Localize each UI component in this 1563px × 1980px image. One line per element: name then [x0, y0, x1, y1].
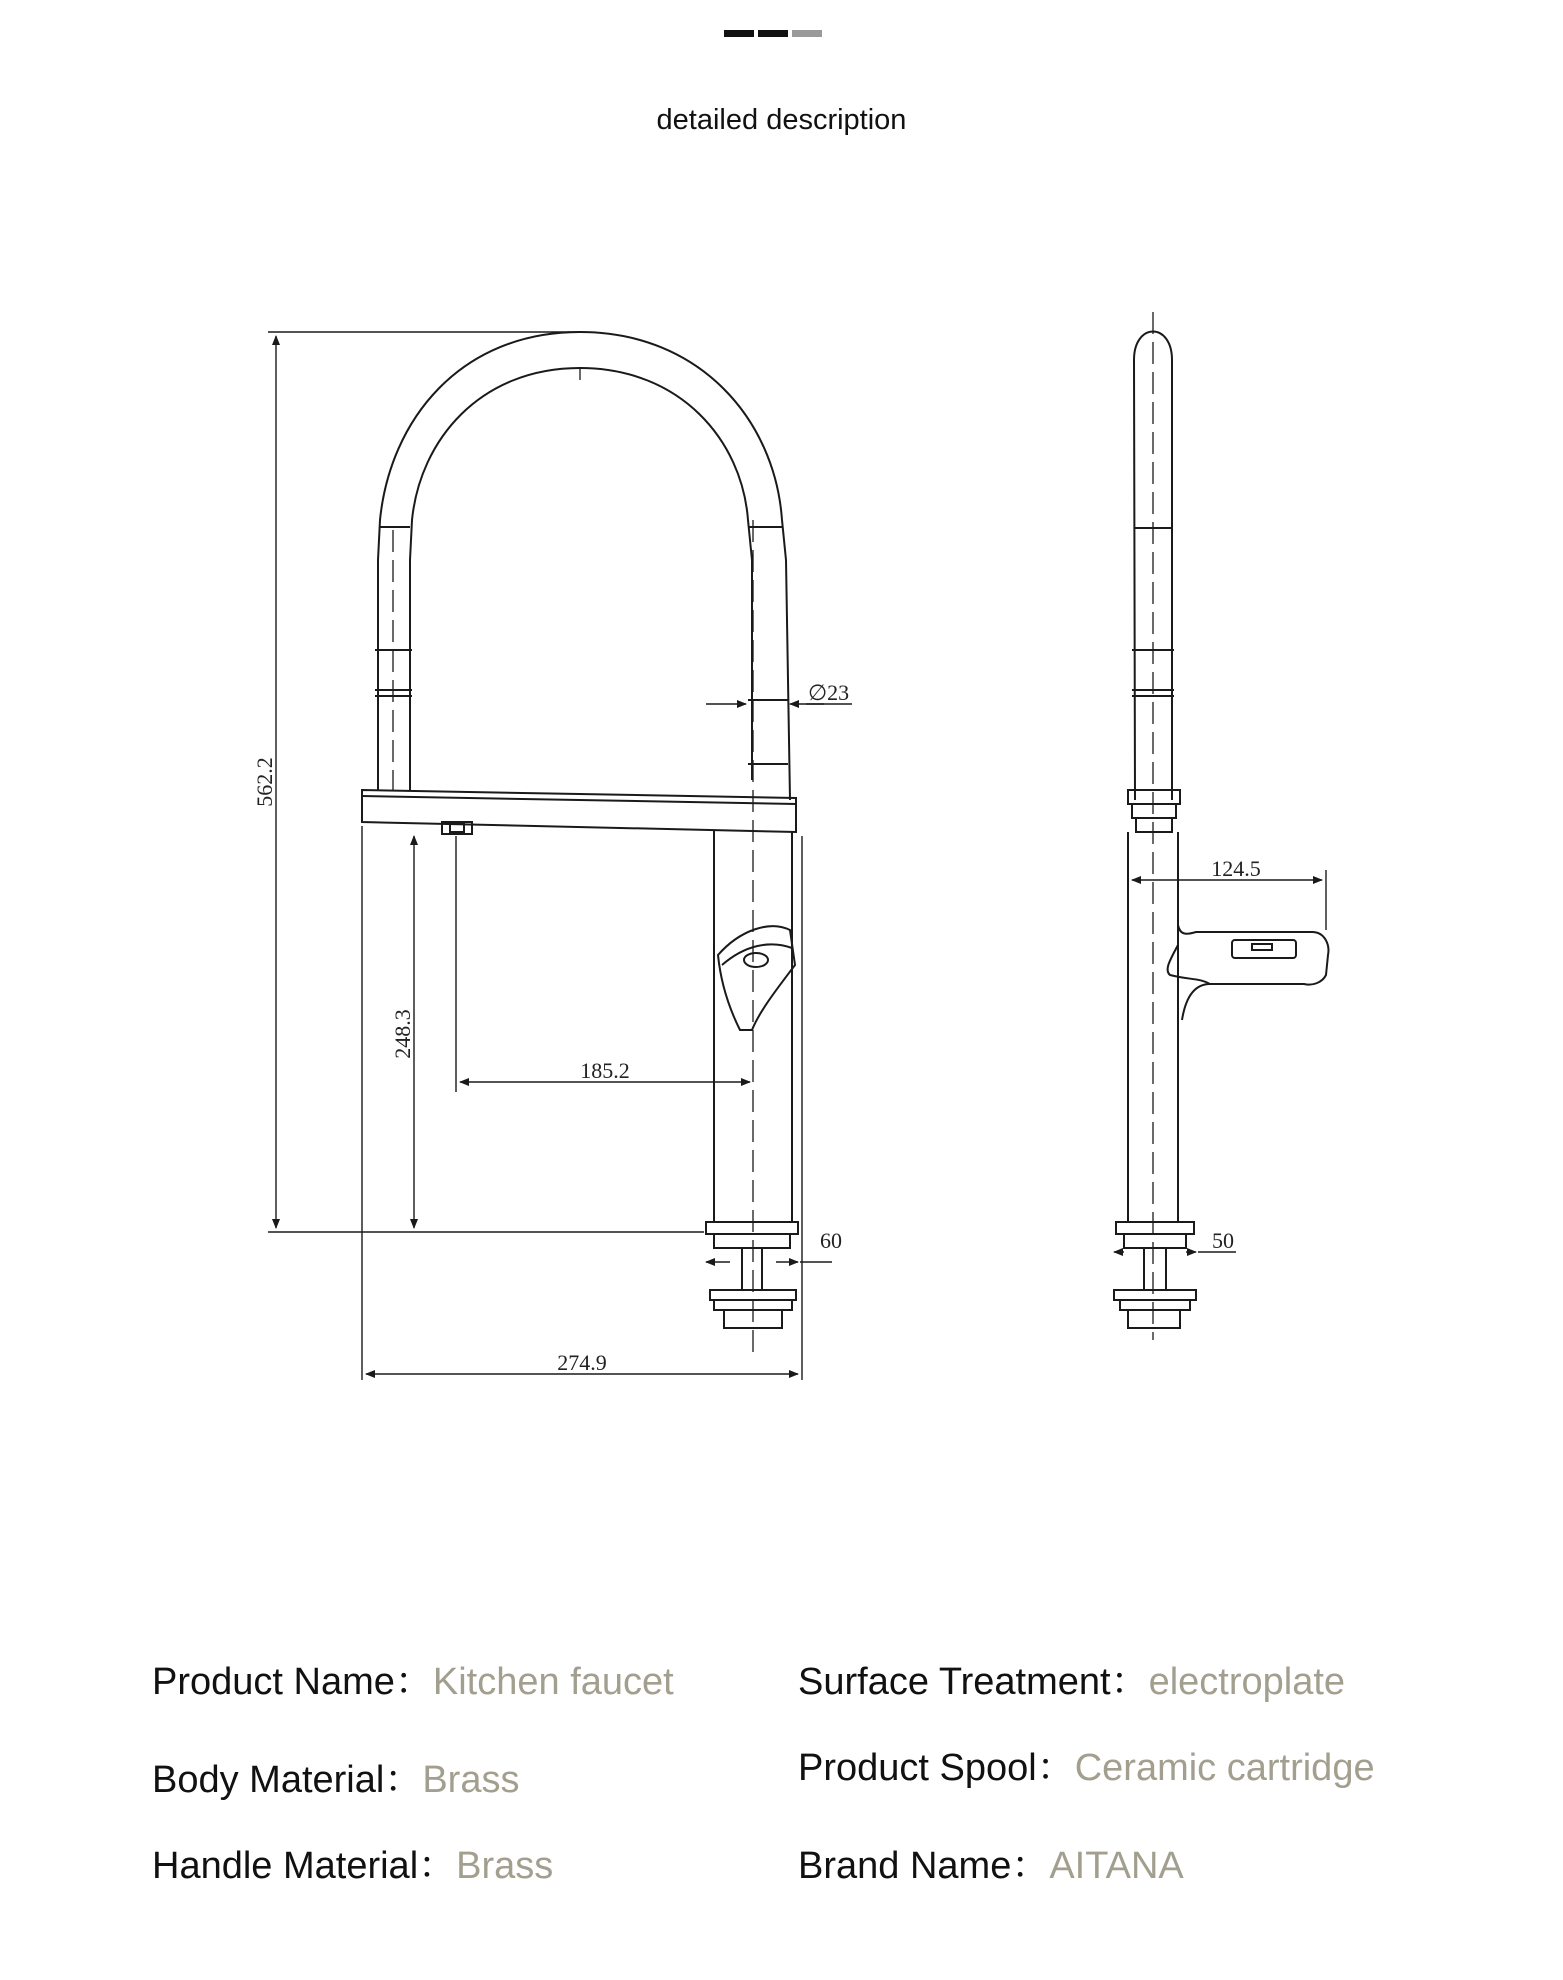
spec-label: Product Name： [152, 1661, 433, 1703]
spec-product-spool [798, 1736, 1375, 1791]
front-view [362, 332, 798, 1360]
gooseneck-outer [378, 332, 790, 800]
dim-handle-reach: 124.5 [1211, 856, 1261, 881]
spec-value: electroplate [1148, 1661, 1346, 1703]
side-dimensions [1114, 870, 1326, 1252]
spec-label: Body Material： [152, 1759, 423, 1801]
spec-label: Handle Material： [152, 1845, 457, 1887]
dim-spout-height: 248.3 [390, 1009, 415, 1059]
side-view [1114, 312, 1328, 1340]
dim-side-base-diameter: 50 [1212, 1228, 1234, 1253]
spec-surface-treatment [798, 1650, 1345, 1705]
spec-value: Ceramic cartridge [1074, 1747, 1375, 1789]
spec-value: AITANA [1049, 1845, 1184, 1887]
handle [718, 926, 795, 1030]
spec-label: Surface Treatment： [798, 1661, 1149, 1703]
spec-value: Brass [422, 1759, 520, 1801]
dim-overall-width: 274.9 [557, 1350, 607, 1375]
dim-height-total: 562.2 [252, 757, 277, 807]
spec-handle-material [152, 1834, 553, 1889]
spec-label: Product Spool： [798, 1747, 1075, 1789]
dim-base-diameter: 60 [820, 1228, 842, 1253]
base-flange [706, 1222, 798, 1234]
side-base [1116, 1222, 1194, 1234]
dim-tube-diameter: ∅23 [808, 680, 850, 705]
page-title: detailed description [656, 104, 907, 136]
spec-label: Brand Name： [798, 1845, 1050, 1887]
spec-brand-name [798, 1834, 1184, 1889]
dim-spout-reach: 185.2 [580, 1058, 630, 1083]
gooseneck-inner [410, 368, 752, 790]
spec-product-name [152, 1650, 674, 1705]
spec-value: Brass [456, 1845, 554, 1887]
spec-value: Kitchen faucet [432, 1661, 674, 1703]
spec-body-material [152, 1748, 519, 1803]
